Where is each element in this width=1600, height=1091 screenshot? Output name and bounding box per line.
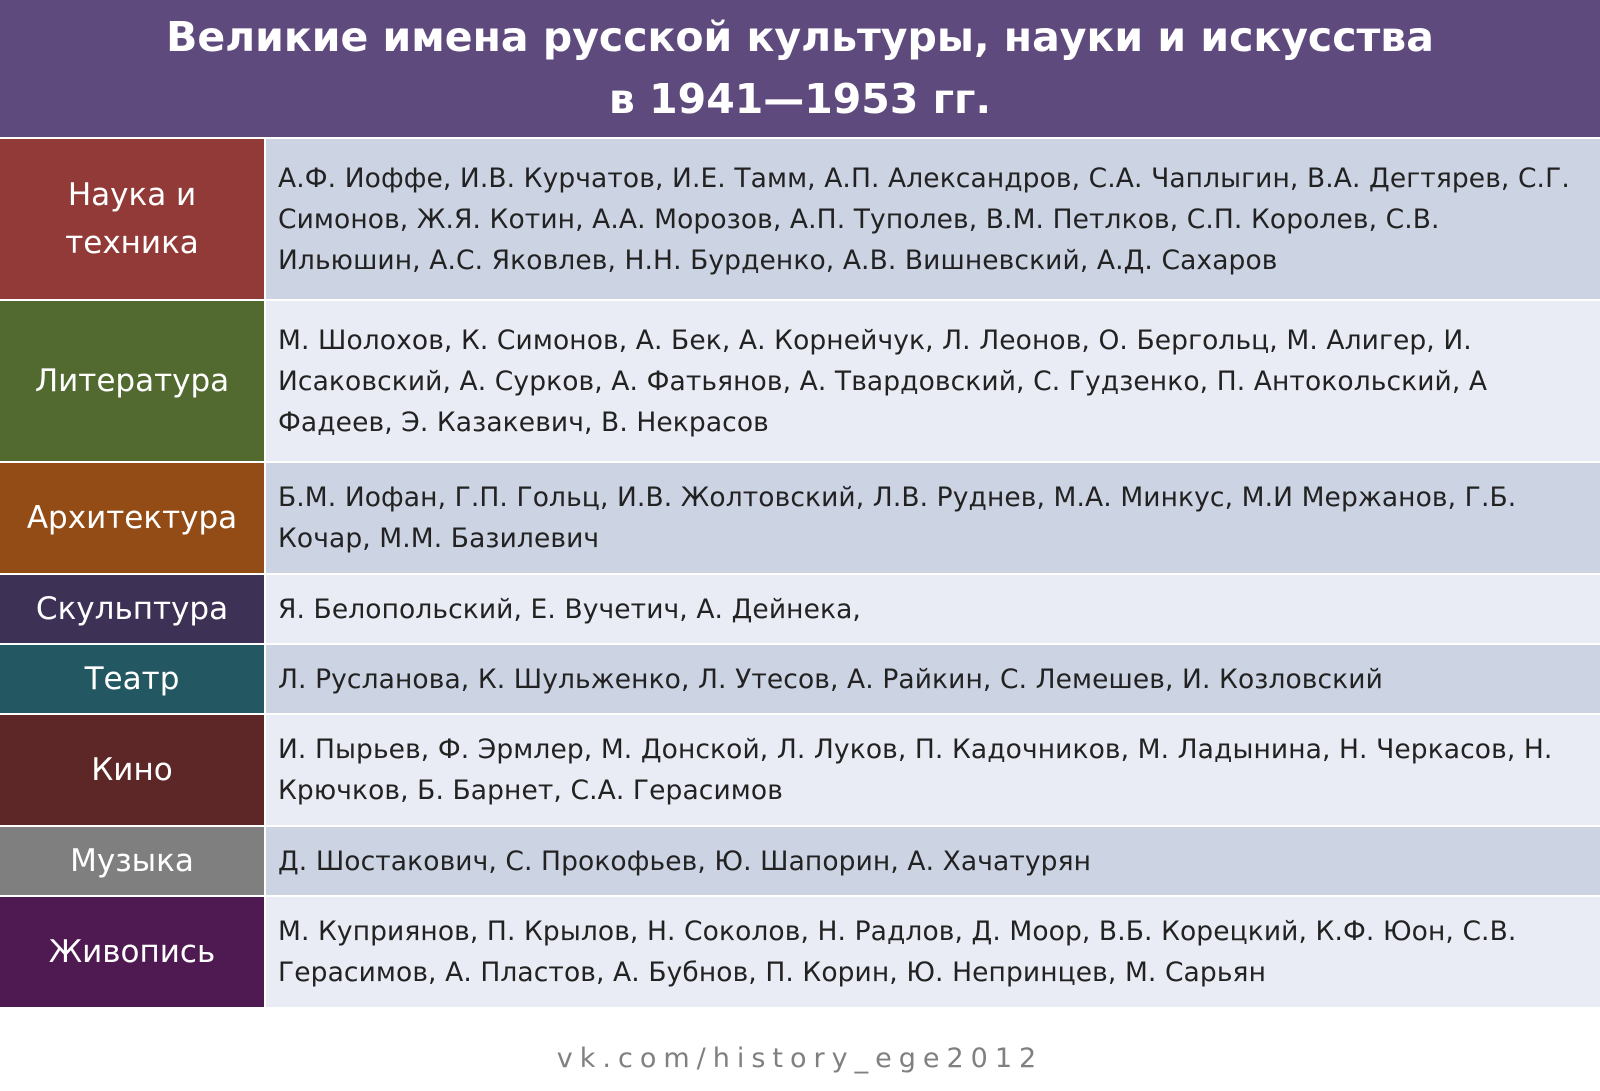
category-cell: Наука и техника (0, 139, 266, 299)
category-cell: Литература (0, 301, 266, 461)
title-line-2: в 1941—1953 гг. (608, 75, 992, 123)
names-table (0, 139, 1600, 1009)
table-row-cinema (0, 715, 1600, 827)
category-cell: Театр (0, 645, 266, 713)
names-cell: М. Шолохов, К. Симонов, А. Бек, А. Корнейчук, Л. Леонов, О. Бергольц, М. Алигер, И. Исаковский, А. Сурков, А. Фатьянов, А. Твардовский, С. Гудзенко, П. Антокольский, А Фадеев, Э. Казакевич, В. Некрасов (266, 301, 1600, 461)
slide-title (0, 0, 1600, 137)
source-watermark: vk.com/history_ege2012 (556, 1043, 1044, 1074)
category-cell: Скульптура (0, 575, 266, 643)
table-row-science (0, 139, 1600, 301)
names-cell: М. Куприянов, П. Крылов, Н. Соколов, Н. Радлов, Д. Моор, В.Б. Корецкий, К.Ф. Юон, С.В. Герасимов, А. Пластов, А. Бубнов, П. Корин, Ю. Непринцев, М. Сарьян (266, 897, 1600, 1007)
category-cell: Живопись (0, 897, 266, 1007)
category-cell: Архитектура (0, 463, 266, 573)
names-cell: Я. Белопольский, Е. Вучетич, А. Дейнека, (266, 575, 1600, 643)
names-cell: Б.М. Иофан, Г.П. Гольц, И.В. Жолтовский, Л.В. Руднев, М.А. Минкус, М.И Мержанов, Г.Б. Кочар, М.М. Базилевич (266, 463, 1600, 573)
names-cell: И. Пырьев, Ф. Эрмлер, М. Донской, Л. Луков, П. Кадочников, М. Ладынина, Н. Черкасов, Н. Крючков, Б. Барнет, С.А. Герасимов (266, 715, 1600, 825)
table-row-painting (0, 897, 1600, 1009)
table-row-literature (0, 301, 1600, 463)
table-row-sculpture (0, 575, 1600, 645)
category-cell: Кино (0, 715, 266, 825)
title-line-1: Великие имена русской культуры, науки и искусства (166, 13, 1434, 61)
names-cell: Л. Русланова, К. Шульженко, Л. Утесов, А. Райкин, С. Лемешев, И. Козловский (266, 645, 1600, 713)
category-cell: Музыка (0, 827, 266, 895)
table-row-theatre (0, 645, 1600, 715)
table-row-architecture (0, 463, 1600, 575)
names-cell: Д. Шостакович, С. Прокофьев, Ю. Шапорин, А. Хачатурян (266, 827, 1600, 895)
names-cell: А.Ф. Иоффе, И.В. Курчатов, И.Е. Тамм, А.П. Александров, С.А. Чаплыгин, В.А. Дегтярев, С.Г. Симонов, Ж.Я. Котин, А.А. Морозов, А.П. Туполев, В.М. Петлков, С.П. Королев, С.В. Ильюшин, А.С. Яковлев, Н.Н. Бурденко, А.В. Вишневский, А.Д. Сахаров (266, 139, 1600, 299)
table-row-music (0, 827, 1600, 897)
